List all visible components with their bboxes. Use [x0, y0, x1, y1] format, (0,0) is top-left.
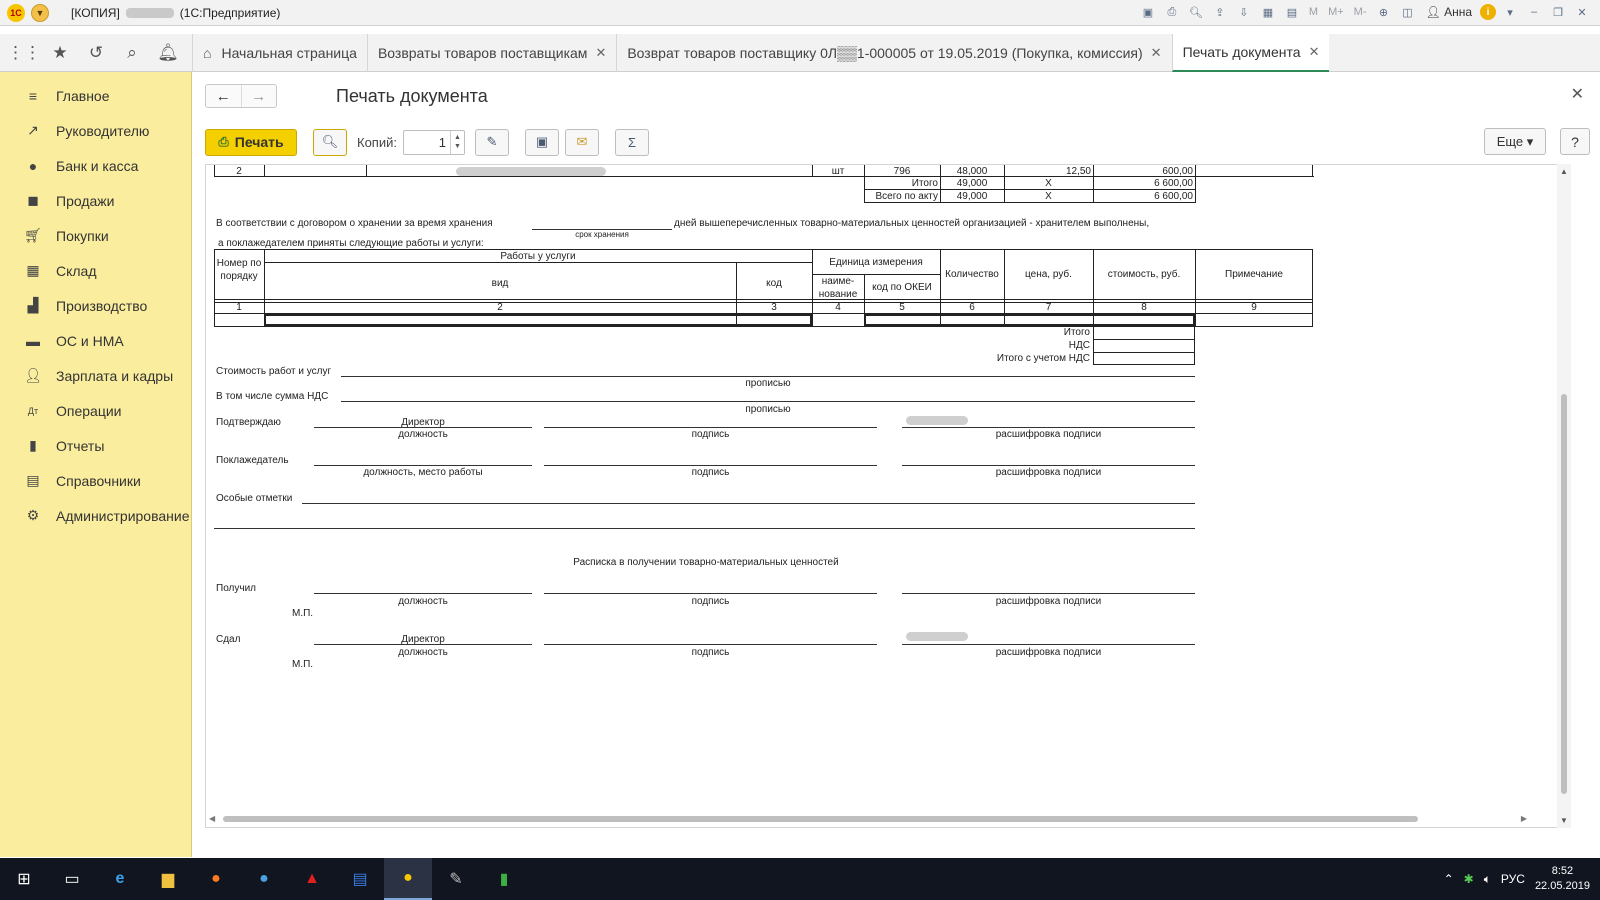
col-number: 8	[1141, 302, 1147, 313]
windows-start-icon[interactable]: ⊞	[17, 871, 31, 888]
row-okei: 796	[893, 166, 911, 177]
table-line	[1093, 352, 1195, 353]
print-button-label: Печать	[234, 134, 284, 150]
table-cell-highlight	[264, 314, 812, 326]
sidebar-item-reports[interactable]	[0, 428, 191, 463]
tab-return-document[interactable]	[616, 34, 1171, 72]
caption: расшифровка подписи	[995, 596, 1102, 607]
fill-line	[902, 644, 1195, 645]
row-unit: шт	[831, 166, 845, 177]
fill-line	[544, 593, 877, 594]
print-toolbar	[205, 128, 1590, 156]
volume-icon[interactable]: 🔈︎	[1483, 871, 1491, 886]
itogo-qty: 49,000	[956, 178, 988, 189]
ie-browser-icon[interactable]: e	[115, 870, 125, 887]
table-line	[264, 165, 265, 177]
table-line	[864, 202, 1195, 203]
tab-print-document[interactable]	[1172, 34, 1330, 72]
cost-label: Стоимость работ и услуг	[216, 366, 332, 377]
table-line	[1312, 165, 1313, 177]
fill-line	[902, 593, 1195, 594]
titlebar-tools	[1138, 3, 1592, 21]
table-line	[264, 262, 812, 263]
window-title-suffix: (1С:Предприятие)	[179, 5, 281, 20]
history-icon[interactable]: ↺	[88, 42, 104, 62]
file-explorer-icon[interactable]: ▆	[161, 871, 175, 888]
header-cost: стоимость, руб.	[1107, 269, 1181, 280]
history-nav	[205, 84, 277, 108]
bell-icon[interactable]: 🔔︎	[157, 42, 179, 62]
tab-label: Возвраты товаров поставщикам	[377, 45, 588, 61]
download-icon[interactable]: ⇩	[1239, 6, 1249, 19]
star-icon[interactable]: ★	[52, 42, 68, 62]
close-form-icon[interactable]: ✕	[1570, 86, 1584, 103]
itogo-price: X	[1045, 178, 1052, 189]
receipt-title: Расписка в получении товарно-материальных ценностей	[573, 557, 839, 568]
redacted-text	[456, 167, 606, 176]
header-kod: код	[766, 278, 782, 289]
sidebar	[0, 72, 192, 857]
col-number: 6	[969, 302, 975, 313]
clock-time: 8:52	[1551, 865, 1574, 877]
fill-line	[314, 465, 532, 466]
fill-line	[314, 644, 532, 645]
table-line	[1195, 249, 1196, 327]
sidebar-item-label: ОС и НМА	[56, 332, 124, 349]
caption: расшифровка подписи	[995, 467, 1102, 478]
memory-mplus-button[interactable]: M+	[1328, 6, 1344, 18]
sidebar-item-warehouse[interactable]	[0, 253, 191, 288]
document-preview[interactable]	[205, 164, 1558, 828]
row-number: 2	[236, 166, 242, 177]
copies-value[interactable]: 1	[438, 134, 446, 150]
totals-box	[1093, 326, 1195, 365]
sidebar-item-label: Склад	[56, 262, 97, 279]
caption: прописью	[745, 404, 791, 415]
header-num: Номер по порядку	[216, 258, 262, 282]
home-icon: ⌂	[203, 45, 212, 61]
page-title: Печать документа	[336, 86, 488, 106]
vsego-label: Всего по акту	[875, 191, 938, 202]
fill-line	[341, 401, 1195, 402]
sidebar-item-label: Операции	[56, 402, 122, 419]
col-number: 3	[771, 302, 777, 313]
col-number: 5	[899, 302, 905, 313]
sidebar-item-manager[interactable]	[0, 113, 191, 148]
col-number: 4	[835, 302, 841, 313]
email-button[interactable]: ✉	[565, 129, 599, 156]
clock[interactable]	[1535, 864, 1590, 894]
more-button[interactable]: Еще ▾	[1484, 128, 1546, 155]
sidebar-item-sales[interactable]	[0, 183, 191, 218]
position-value: Директор	[401, 634, 445, 645]
depositor-label: Поклажедатель	[216, 455, 289, 466]
sidebar-item-label: Банк и касса	[56, 157, 139, 174]
save-button[interactable]: ▣	[525, 129, 559, 156]
scroll-left-icon[interactable]: ◀	[209, 814, 216, 823]
tab-label: Возврат товаров поставщику 0Л▒▒1-000005 от 19.05.2019 (Покупка, комиссия)	[627, 45, 1143, 61]
caption: расшифровка подписи	[995, 647, 1102, 658]
sidebar-item-catalogs[interactable]	[0, 463, 191, 498]
caption: расшифровка подписи	[995, 429, 1102, 440]
paint-icon[interactable]: ✎	[449, 871, 463, 888]
fill-line	[341, 376, 1195, 377]
received-label: Получил	[216, 583, 256, 594]
header-naim: наиме- нование	[818, 276, 858, 300]
tab-label: Начальная страница	[221, 45, 357, 61]
help-button[interactable]: ?	[1560, 128, 1590, 155]
window-title-prefix: [КОПИЯ]	[71, 5, 120, 20]
fill-line	[902, 427, 1195, 428]
menu-icon: ≡	[28, 87, 38, 104]
total-label: НДС	[1068, 340, 1090, 351]
fill-line	[214, 528, 1195, 529]
scroll-thumb[interactable]	[223, 816, 1418, 822]
header-unit: Единица измерения	[829, 257, 923, 268]
forward-button[interactable]: →	[241, 85, 277, 107]
app-1c-taskbar-icon[interactable]: ●	[384, 858, 432, 900]
total-label: Итого	[1063, 327, 1090, 338]
info-icon[interactable]: i	[1480, 4, 1496, 20]
close-icon[interactable]: ✕	[595, 45, 607, 60]
sidebar-item-salary[interactable]	[0, 358, 191, 393]
restore-icon[interactable]: ❐	[1553, 6, 1563, 19]
stamp-place-label: М.П.	[292, 659, 314, 670]
user-name[interactable]: 👤︎ Анна	[1425, 5, 1472, 19]
vsego-price: X	[1045, 191, 1052, 202]
sidebar-item-main[interactable]	[0, 78, 191, 113]
vat-label: В том числе сумма НДС	[216, 391, 329, 402]
task-view-icon[interactable]: ▭	[64, 871, 80, 888]
language-indicator[interactable]: РУС	[1500, 872, 1525, 886]
pdf-reader-icon[interactable]: ▲	[304, 870, 320, 887]
paragraph-text: дней вышеперечисленных товарно-материальных ценностей организацией - хранителем выполнены,	[674, 218, 1150, 229]
zoom-icon[interactable]: ⊕	[1378, 6, 1389, 19]
memory-m-button[interactable]: M	[1308, 6, 1319, 18]
caption: срок хранения	[575, 230, 629, 239]
fill-line	[314, 593, 532, 594]
scroll-up-icon[interactable]: ▲	[1560, 167, 1568, 176]
redacted-text	[906, 416, 968, 425]
sidebar-item-label: Справочники	[56, 472, 141, 489]
print-icon[interactable]: ⎙	[1167, 5, 1177, 18]
main-area	[193, 72, 1600, 857]
title-bar	[0, 0, 1600, 26]
print-button[interactable]	[205, 129, 297, 156]
preview-icon[interactable]: 🔍︎	[1188, 6, 1203, 19]
col-number: 1	[236, 302, 242, 313]
person-icon: 👤︎	[24, 367, 42, 383]
chevron-down-icon[interactable]: ▾	[1507, 6, 1513, 19]
row-sum: 600,00	[1162, 166, 1193, 177]
scroll-thumb[interactable]	[1561, 394, 1567, 794]
cart-icon: 🛒︎	[24, 227, 42, 243]
fill-line	[544, 465, 877, 466]
coin-icon: ●	[28, 157, 38, 174]
edit-toggle-button[interactable]: ✎	[475, 129, 509, 156]
bag-icon: ◼	[27, 192, 39, 208]
window-title	[71, 6, 280, 20]
sidebar-item-bank[interactable]	[0, 148, 191, 183]
word-document-icon[interactable]: ▤	[352, 871, 368, 888]
save-icon[interactable]: ▣	[1142, 6, 1154, 19]
sidebar-item-label: Зарплата и кадры	[56, 367, 174, 384]
caption: подпись	[691, 467, 730, 478]
printer-icon: ⎙	[218, 134, 229, 149]
sidebar-item-label: Руководителю	[56, 122, 150, 139]
grid-icon: ▦	[26, 262, 40, 278]
green-app-icon[interactable]: ▮	[499, 871, 509, 888]
sidebar-item-label: Покупки	[56, 227, 109, 244]
table-line	[864, 189, 1195, 190]
main-menu-button[interactable]: ▼	[31, 4, 49, 22]
taskbar	[0, 858, 1600, 900]
vsego-sum: 6 600,00	[1154, 191, 1193, 202]
upload-icon[interactable]: ⇪	[1215, 6, 1225, 19]
header-vid: вид	[491, 278, 509, 289]
close-icon[interactable]: ✕	[1577, 6, 1587, 19]
header-qty: Количество	[945, 269, 999, 280]
redacted-text	[126, 8, 174, 18]
sidebar-item-purchases[interactable]	[0, 218, 191, 253]
sidebar-item-label: Администрирование	[56, 507, 190, 524]
calendar-icon[interactable]: ▤	[1286, 6, 1298, 19]
fill-line	[314, 427, 532, 428]
close-icon[interactable]: ✕	[1150, 45, 1162, 60]
sidebar-item-label: Главное	[56, 87, 110, 104]
table-line	[366, 165, 367, 177]
caption: подпись	[691, 596, 730, 607]
paragraph-text: а поклажедателем приняты следующие работы и услуги:	[218, 238, 484, 249]
memory-mminus-button[interactable]: M-	[1353, 6, 1367, 18]
minimize-icon[interactable]: –	[1530, 6, 1538, 18]
fill-line	[302, 503, 1195, 504]
caption: подпись	[691, 647, 730, 658]
sum-button[interactable]: Σ	[615, 129, 649, 156]
firefox-icon[interactable]: ●	[211, 870, 221, 887]
copies-spinner[interactable]: ▲ ▼	[450, 131, 464, 154]
confirm-label: Подтверждаю	[216, 417, 281, 428]
chart-icon: ▮	[29, 437, 37, 453]
table-line	[1195, 165, 1196, 203]
tab-supplier-returns[interactable]	[367, 34, 616, 72]
book-icon: ▤	[26, 472, 40, 488]
itogo-sum: 6 600,00	[1154, 178, 1193, 189]
header-price: цена, руб.	[1025, 269, 1072, 280]
scroll-right-icon[interactable]: ▶	[1520, 814, 1527, 823]
row-price: 12,50	[1065, 166, 1091, 177]
truck-icon: ▬	[26, 332, 40, 349]
col-number: 2	[497, 302, 503, 313]
gear-icon: ⚙	[26, 507, 40, 523]
chevron-up-icon[interactable]: ⌃	[1443, 872, 1454, 886]
more-label: Еще	[1496, 134, 1524, 149]
tab-label: Печать документа	[1182, 44, 1301, 60]
special-marks-label: Особые отметки	[216, 493, 293, 504]
calculator-icon[interactable]: ▦	[1262, 6, 1274, 19]
user-name-label: Анна	[1444, 5, 1472, 19]
fill-line	[544, 427, 877, 428]
caption: должность	[398, 647, 448, 658]
dtkt-icon: Дт	[27, 405, 39, 416]
caption: должность	[398, 429, 448, 440]
total-label: Итого с учетом НДС	[996, 353, 1090, 364]
system-tray	[1444, 858, 1590, 900]
trend-icon: ↗	[27, 122, 39, 138]
preview-button[interactable]: 🔍︎	[313, 129, 347, 156]
sidebar-item-production[interactable]	[0, 288, 191, 323]
vsego-qty: 49,000	[956, 191, 988, 202]
caption: подпись	[691, 429, 730, 440]
app-logo-icon: 1С	[7, 4, 25, 22]
network-app-icon[interactable]: ✱	[1463, 872, 1474, 886]
horizontal-scrollbar[interactable]	[205, 812, 1531, 826]
fill-line	[902, 465, 1195, 466]
sidebar-item-assets[interactable]	[0, 323, 191, 358]
table-cell-highlight	[864, 314, 1195, 326]
col-number: 7	[1045, 302, 1052, 313]
tab-home[interactable]	[192, 34, 367, 72]
sidebar-item-label: Производство	[56, 297, 148, 314]
itogo-label: Итого	[911, 178, 938, 189]
search-icon[interactable]: ⌕	[127, 42, 137, 62]
tab-bar	[0, 34, 1600, 72]
position-value: Директор	[401, 417, 445, 428]
row-qty: 48,000	[956, 166, 988, 177]
caption: прописью	[745, 378, 791, 389]
copies-field[interactable]	[403, 130, 465, 155]
factory-icon: ▟	[27, 297, 39, 313]
table-line	[1093, 339, 1195, 340]
fill-line	[544, 644, 877, 645]
stamp-place-label: М.П.	[292, 608, 314, 619]
col-number: 9	[1251, 302, 1257, 313]
sidebar-item-operations[interactable]	[0, 393, 191, 428]
paragraph-text: В соответствии с договором о хранении за время хранения	[216, 218, 493, 229]
caption: должность, место работы	[363, 467, 483, 478]
sidebar-item-label: Продажи	[56, 192, 115, 209]
handed-label: Сдал	[216, 634, 241, 645]
sidebar-item-admin[interactable]	[0, 498, 191, 533]
clock-date: 22.05.2019	[1534, 880, 1590, 892]
nav-icons	[0, 34, 192, 71]
copies-label: Копий:	[357, 134, 397, 150]
header-works: Работы у услуги	[500, 251, 576, 262]
table-line	[214, 299, 1313, 300]
header-okei: код по ОКЕИ	[872, 282, 932, 293]
tabs	[192, 34, 1600, 71]
panel-icon[interactable]: ◫	[1402, 6, 1413, 19]
back-button[interactable]: ←	[215, 87, 231, 105]
caption: должность	[398, 596, 448, 607]
vertical-scrollbar[interactable]	[1557, 164, 1571, 828]
sidebar-item-label: Отчеты	[56, 437, 105, 454]
close-icon[interactable]: ✕	[1308, 44, 1320, 59]
messenger-icon[interactable]: ●	[259, 870, 269, 887]
redacted-text	[906, 632, 968, 641]
scroll-down-icon[interactable]: ▼	[1560, 816, 1568, 825]
apps-grid-icon[interactable]: ⋮⋮	[7, 42, 41, 62]
header-note: Примечание	[1225, 269, 1283, 280]
